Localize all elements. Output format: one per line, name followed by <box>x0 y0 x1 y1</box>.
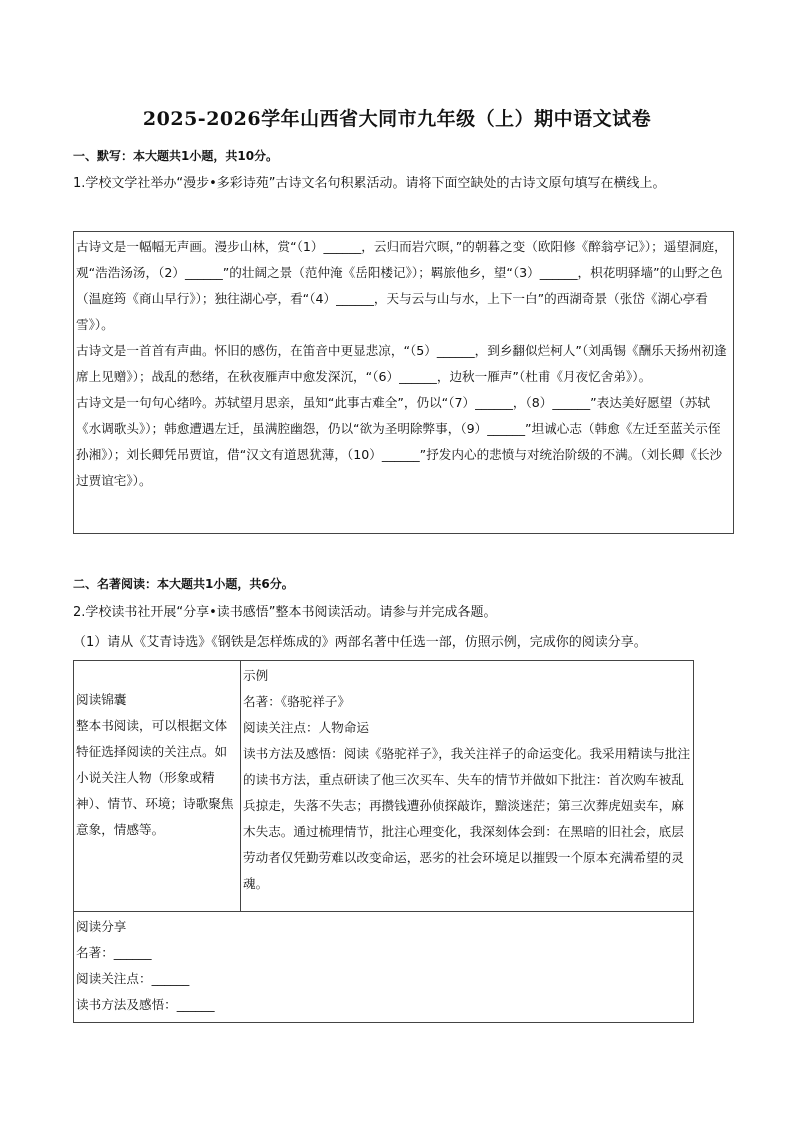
example-method: 读书方法及感悟：阅读《骆驼祥子》，我关注祥子的命运变化。我采用精读与批注的读书方法，重点研读了他三次买车、失车的情节并做如下批注：首次购车被乱兵掠走，失落不失志；再攒钱遭孙侦探敲诈，黯淡迷茫；第三次葬虎妞卖车，麻木失志。通过梳理情节，批注心理变化，我深刻体会到：在黑暗的旧社会，底层劳动者仅凭勤劳难以改变命运，恶劣的社会环境足以摧毁一个原本充满希望的灵魂。 <box>243 746 691 891</box>
question-2-sub1: （1）请从《艾青诗选》《钢铁是怎样炼成的》两部名著中任选一部，仿照示例，完成你的阅读分享。 <box>73 635 647 650</box>
share-title: 阅读分享 <box>76 919 127 934</box>
question-1-text: 1.学校文学社举办“漫步•多彩诗苑”古诗文名句积累活动。请将下面空缺处的古诗文原句填写在横线上。 <box>73 176 666 191</box>
example-title: 示例 <box>243 668 269 683</box>
example-focus: 阅读关注点：人物命运 <box>243 720 369 735</box>
reading-share-table <box>73 660 694 1023</box>
example-cell <box>241 661 694 912</box>
reading-tips-cell <box>74 661 241 912</box>
page-title: 2025-2026学年山西省大同市九年级（上）期中语文试卷 <box>142 108 652 130</box>
box-paragraph-3: 古诗文是一句句心绪吟。苏轼望月思亲，虽知“此事古难全”，仍以“（7）______，（8）______”表达美好愿望（苏轼《水调歌头》）；韩愈遭遇左迁，虽满腔幽怨，仍以“欲为圣明除弊事，（9）______”坦诚心志（韩愈《左迁至蓝关示侄孙湘》）；刘长卿凭吊贾谊，借“汉文有道恩犹薄，（10）______”抒发内心的悲愤与对统治阶级的不满。（刘长卿《长沙过贾谊宅》）。 <box>76 395 723 488</box>
reading-tips-title: 阅读锦囊 <box>76 692 127 707</box>
section-2-header: 二、名著阅读：本大题共1小题，共6分。 <box>73 577 294 591</box>
share-method-field[interactable]: 读书方法及感悟：______ <box>76 997 215 1012</box>
section-1-header: 一、默写：本大题共1小题，共10分。 <box>73 149 279 163</box>
share-focus-field[interactable]: 阅读关注点：______ <box>76 971 190 986</box>
reading-tips-text: 整本书阅读，可以根据文体特征选择阅读的关注点。如小说关注人物（形象或精神）、情节、环境；诗歌聚焦意象，情感等。 <box>76 718 234 837</box>
poetry-fill-box <box>73 231 734 534</box>
box-paragraph-1: 古诗文是一幅幅无声画。漫步山林，赏“（1）______，云归而岩穴暝，”的朝暮之变（欧阳修《醉翁亭记》）；遥望洞庭，观“浩浩汤汤，（2）______”的壮阔之景（范仲淹《岳阳楼记》）；羁旅他乡，望“（3）______，枳花明驿墙”的山野之色（温庭筠《商山早行》）；独往湖心亭，看“（4）______，天与云与山与水，上下一白”的西湖奇景（张岱《湖心亭看雪》）。 <box>76 239 727 332</box>
share-book-field[interactable]: 名著：______ <box>76 945 152 960</box>
share-cell <box>74 912 694 1023</box>
question-2-text: 2.学校读书社开展“分享•读书感悟”整本书阅读活动。请参与并完成各题。 <box>73 605 497 620</box>
box-paragraph-2: 古诗文是一首首有声曲。怀旧的感伤，在笛音中更显悲凉，“（5）______，到乡翻似烂柯人”（刘禹锡《酬乐天扬州初逢席上见赠》）；战乱的愁绪，在秋夜雁声中愈发深沉，“（6）______，边秋一雁声”（杜甫《月夜忆舍弟》）。 <box>76 343 727 384</box>
example-book: 名著：《骆驼祥子》 <box>243 694 351 709</box>
